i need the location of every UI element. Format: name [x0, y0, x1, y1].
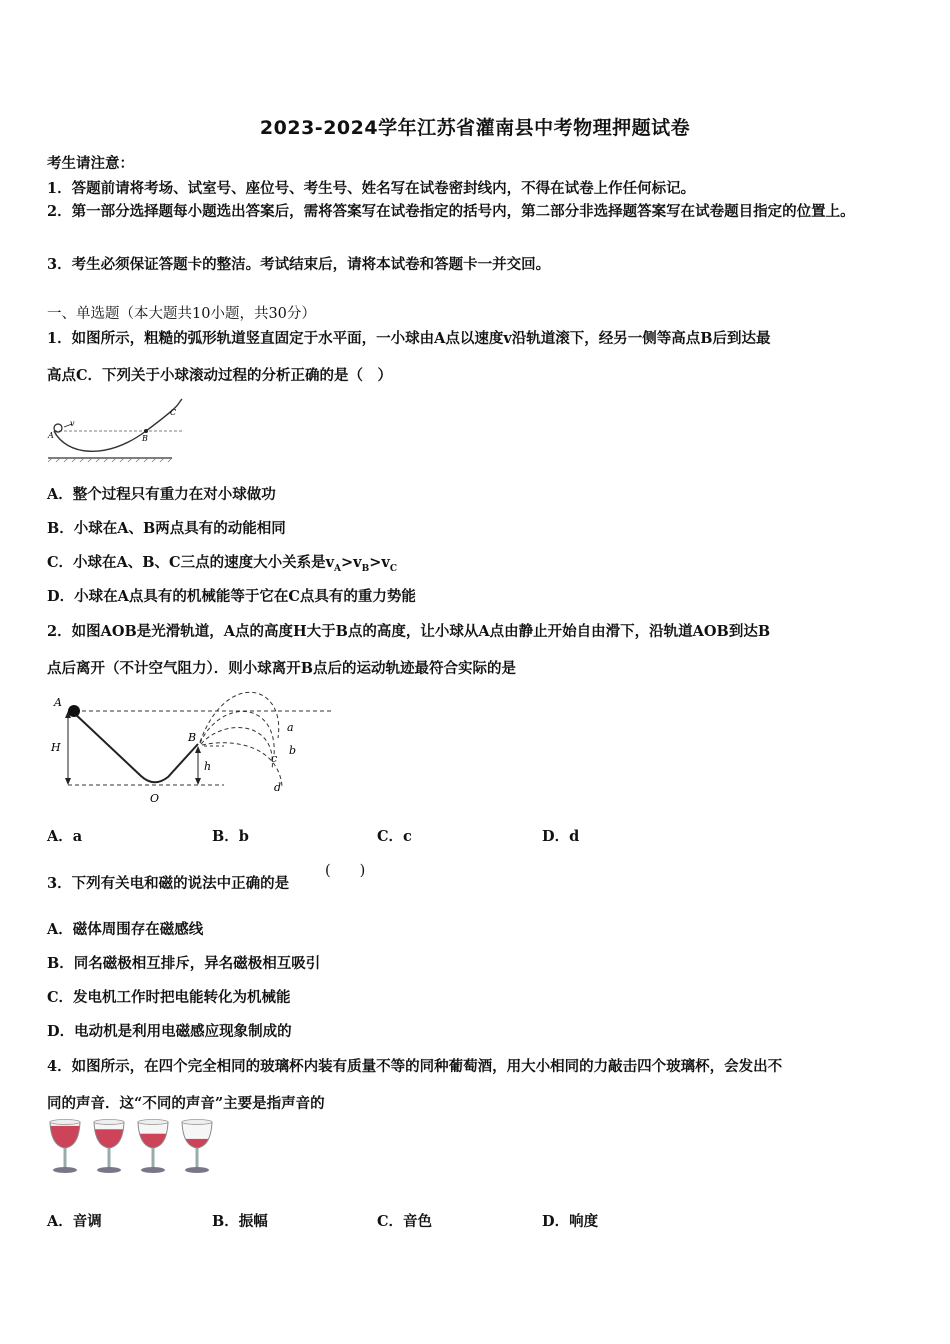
q2-stem-line1: 2．如图AOB是光滑轨道，A点的高度H大于B点的高度，让小球从A点由静止开始自由滑下，沿轨道AOB到达B	[47, 623, 771, 640]
q1-label-b: B	[142, 434, 148, 443]
q4-option-b[interactable]: B．振幅	[212, 1213, 268, 1230]
q2-track-figure	[46, 688, 316, 808]
q4-stem-line2: 同的声音．这“不同的声音”主要是指声音的	[47, 1095, 325, 1112]
q1-stem-line2: 高点C．下列关于小球滚动过程的分析正确的是（ ）	[47, 367, 393, 384]
q2-stem-line2: 点后离开（不计空气阻力）．则小球离开B点后的运动轨迹最符合实际的是	[47, 660, 517, 677]
q2-option-d[interactable]: D．d	[542, 828, 580, 845]
q3-option-c[interactable]: C．发电机工作时把电能转化为机械能	[47, 989, 291, 1006]
q3-option-b[interactable]: B．同名磁极相互排斥，异名磁极相互吸引	[47, 955, 321, 972]
wine-glass	[138, 1120, 168, 1174]
q2-option-c[interactable]: C．c	[377, 828, 412, 845]
notice-heading: 考生请注意：	[47, 155, 134, 172]
q3-option-d[interactable]: D．电动机是利用电磁感应现象制成的	[47, 1023, 292, 1040]
notice-item: 2．第一部分选择题每小题选出答案后，需将答案写在试卷指定的括号内，第二部分非选择题答案写在试卷题目指定的位置上。	[47, 203, 855, 220]
q2-option-b[interactable]: B．b	[212, 828, 249, 845]
notice-item: 1．答题前请将考场、试室号、座位号、考生号、姓名写在试卷密封线内，不得在试卷上作任何标记。	[47, 180, 696, 197]
q4-option-c[interactable]: C．音色	[377, 1213, 433, 1230]
q2-label-c: c	[271, 752, 278, 765]
q1-label-c: C	[170, 408, 177, 417]
wine-glass	[182, 1120, 212, 1174]
q2-label-d: d	[274, 781, 282, 794]
q2-label-A: A	[54, 696, 62, 709]
q4-option-a[interactable]: A．音调	[47, 1213, 102, 1230]
q4-option-d[interactable]: D．响度	[542, 1213, 599, 1230]
q3-answer-paren: ( )	[325, 863, 366, 879]
q1-label-a: A	[48, 431, 54, 440]
q2-label-B: B	[188, 731, 197, 744]
q1-option-c[interactable]: C．小球在A、B、C三点的速度大小关系是$v_A>v_B>v_C$	[47, 554, 397, 574]
q1-label-v: v	[70, 419, 75, 428]
q1-option-b[interactable]: B．小球在A、B两点具有的动能相同	[47, 520, 286, 537]
q2-label-b: b	[289, 744, 297, 757]
q2-option-a[interactable]: A．a	[47, 828, 83, 845]
notice-item: 3．考生必须保证答题卡的整洁。考试结束后，请将本试卷和答题卡一并交回。	[47, 256, 551, 273]
q4-stem-line1: 4．如图所示，在四个完全相同的玻璃杯内装有质量不等的同种葡萄酒，用大小相同的力敲击四个玻璃杯，会发出不	[47, 1058, 783, 1075]
q1-track-figure	[46, 395, 186, 463]
q2-label-O: O	[150, 792, 160, 805]
q3-option-a[interactable]: A．磁体周围存在磁感线	[47, 921, 204, 938]
wine-glass	[50, 1120, 80, 1174]
q1-option-c-text: C．小球在A、B、C三点的速度大小关系是	[47, 554, 326, 571]
q1-stem-line1: 1．如图所示，粗糙的弧形轨道竖直固定于水平面，一小球由A点以速度v沿轨道滚下，经另一侧等高点B后到达最	[47, 330, 771, 347]
q2-label-h: h	[204, 760, 212, 773]
q1-option-a[interactable]: A．整个过程只有重力在对小球做功	[47, 486, 276, 503]
section-heading: 一、单选题（本大题共10小题，共30分）	[47, 306, 316, 322]
q2-label-a: a	[287, 721, 294, 734]
q4-wine-glasses-figure	[46, 1118, 221, 1180]
wine-glass	[94, 1120, 124, 1174]
q2-label-H: H	[51, 741, 61, 754]
q1-option-d[interactable]: D．小球在A点具有的机械能等于它在C点具有的重力势能	[47, 588, 416, 605]
q3-stem: 3．下列有关电和磁的说法中正确的是	[47, 875, 290, 892]
page-title: 2023-2024学年江苏省灌南县中考物理押题试卷	[259, 117, 691, 139]
